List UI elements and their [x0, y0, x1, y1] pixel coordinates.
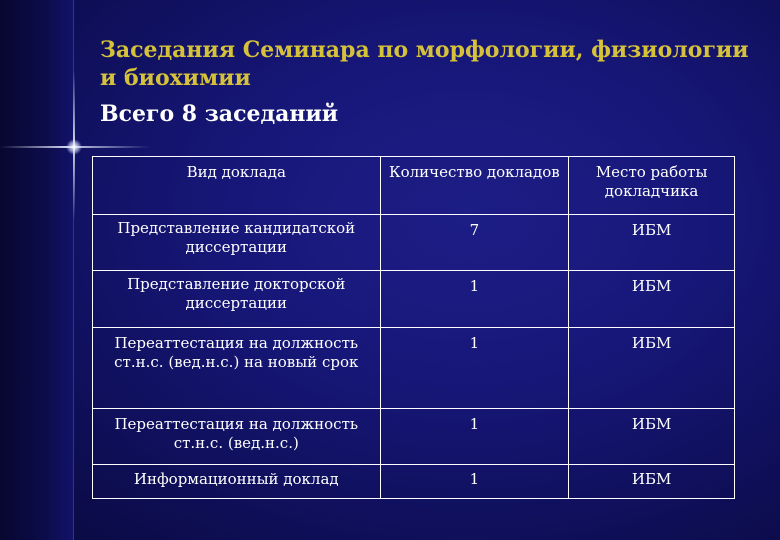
- cell-report-count: 1: [380, 271, 569, 328]
- table-row: [93, 409, 735, 465]
- cell-report-type: Информационный доклад: [93, 465, 381, 499]
- cell-workplace: ИБМ: [569, 409, 735, 465]
- slide-subtitle: Всего 8 заседаний: [100, 101, 339, 127]
- table-header-row: [93, 157, 735, 215]
- table-row: [93, 465, 735, 499]
- header-workplace: Место работы докладчика: [569, 157, 735, 215]
- reports-table: [92, 156, 735, 499]
- header-report-count: Количество докладов: [380, 157, 569, 215]
- header-report-type: Вид доклада: [93, 157, 381, 215]
- table-row: [93, 271, 735, 328]
- cell-workplace: ИБМ: [569, 465, 735, 499]
- cell-report-count: 1: [380, 409, 569, 465]
- cell-report-type: Переаттестация на должность ст.н.с. (вед.н.с.): [93, 409, 381, 465]
- cell-workplace: ИБМ: [569, 271, 735, 328]
- cell-report-count: 7: [380, 215, 569, 271]
- cell-report-count: 1: [380, 465, 569, 499]
- table-row: [93, 328, 735, 409]
- table-row: [93, 215, 735, 271]
- left-decorative-band: [0, 0, 74, 540]
- cell-workplace: ИБМ: [569, 328, 735, 409]
- slide-title: Заседания Семинара по морфологии, физиологии и биохимии: [100, 37, 749, 91]
- cell-report-type: Представление докторской диссертации: [93, 271, 381, 328]
- cell-report-count: 1: [380, 328, 569, 409]
- cell-workplace: ИБМ: [569, 215, 735, 271]
- sparkle-star-icon: [66, 139, 82, 155]
- cell-report-type: Переаттестация на должность ст.н.с. (вед.н.с.) на новый срок: [93, 328, 381, 409]
- cell-report-type: Представление кандидатской диссертации: [93, 215, 381, 271]
